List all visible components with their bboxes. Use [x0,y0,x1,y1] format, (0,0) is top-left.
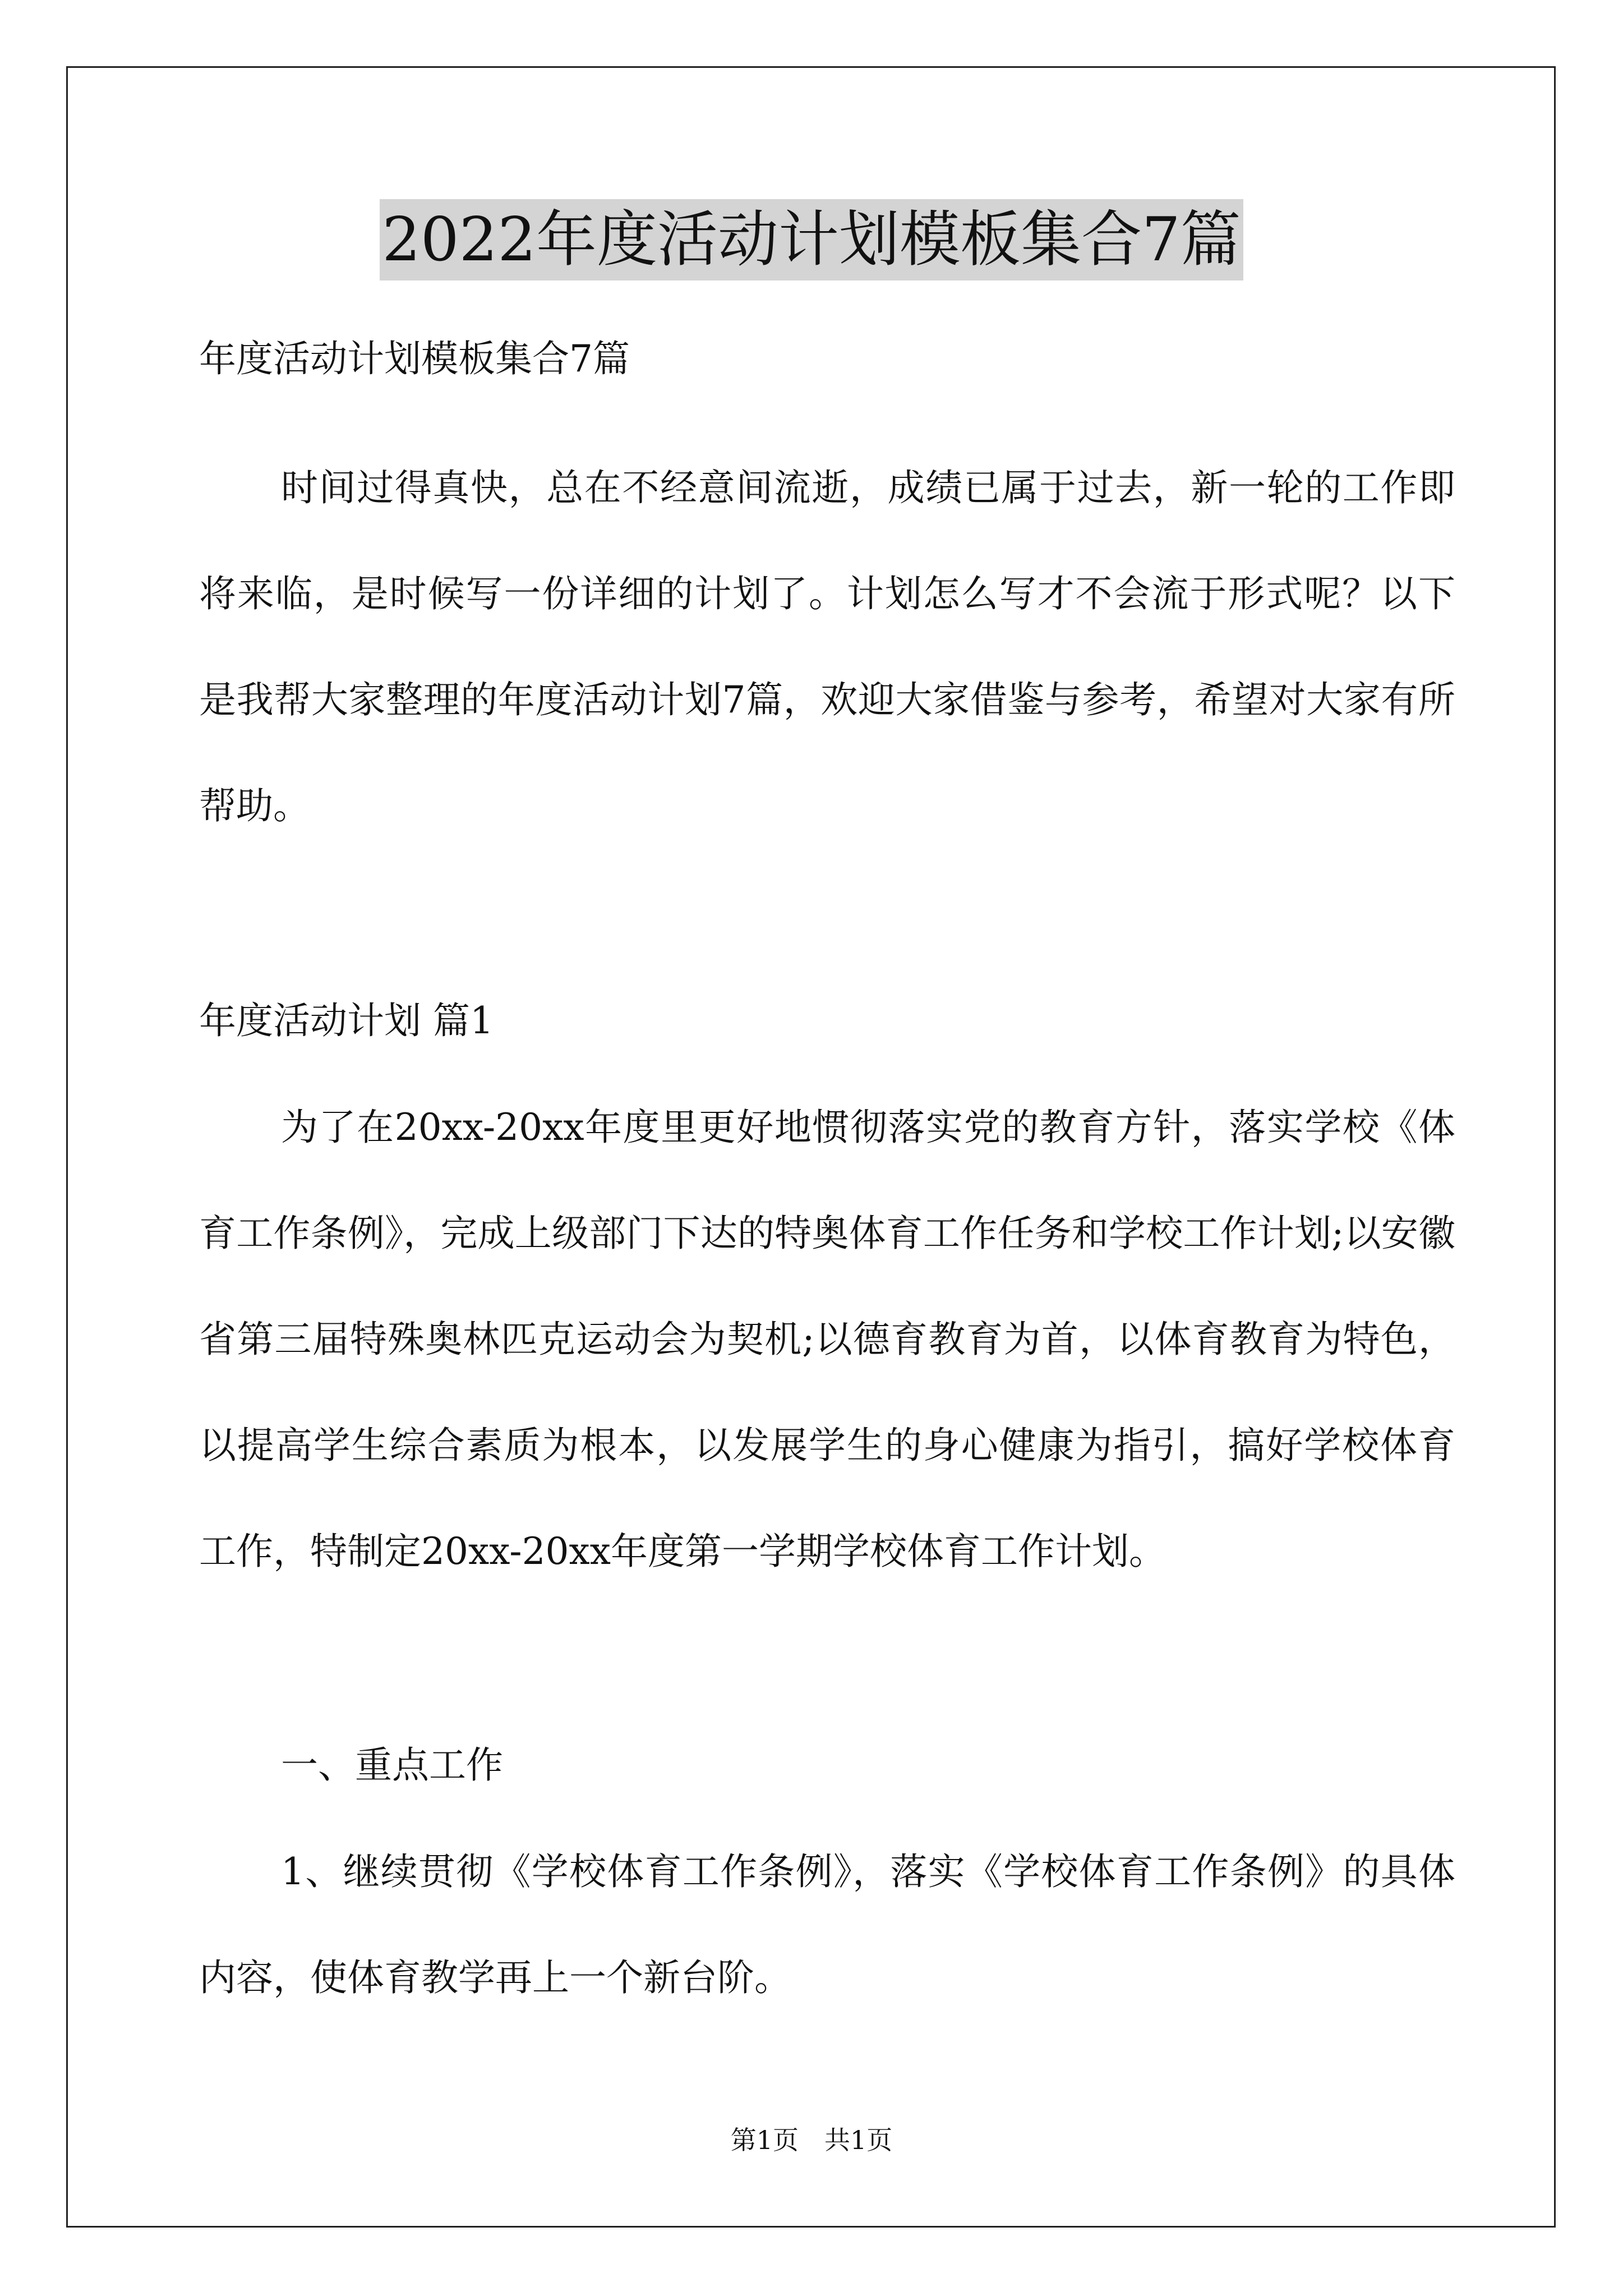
section-paragraph: 为了在20xx-20xx年度里更好地惯彻落实党的教育方针，落实学校《体育工作条例》，完成上级部门下达的特奥体育工作任务和学校工作计划;以安徽省第三届特殊奥林匹克运动会为契机;以德育教育为首，以体育教育为特色，以提高学生综合素质为根本，以发展学生的身心健康为指引，搞好学校体育工作，特制定20xx-20xx年度第一学期学校体育工作计划。 [199,1106,1455,1573]
title-container [0,199,1623,280]
document-title: 2022年度活动计划模板集合7篇 [380,199,1243,280]
intro-paragraph: 时间过得真快，总在不经意间流逝，成绩已属于过去，新一轮的工作即将来临，是时候写一份详细的计划了。计划怎么写才不会流于形式呢？以下是我帮大家整理的年度活动计划7篇，欢迎大家借鉴与参考，希望对大家有所帮助。 [199,466,1455,827]
section-heading: 年度活动计划 篇1 [199,999,494,1042]
page-number-footer: 第1页 共1页 [730,2125,893,2155]
document-subtitle: 年度活动计划模板集合7篇 [199,337,630,380]
list-item-one: 1、继续贯彻《学校体育工作条例》，落实《学校体育工作条例》的具体内容，使体育教学再上一个新台阶。 [199,1850,1455,1999]
subheading-key-work: 一、重点工作 [281,1743,503,1787]
